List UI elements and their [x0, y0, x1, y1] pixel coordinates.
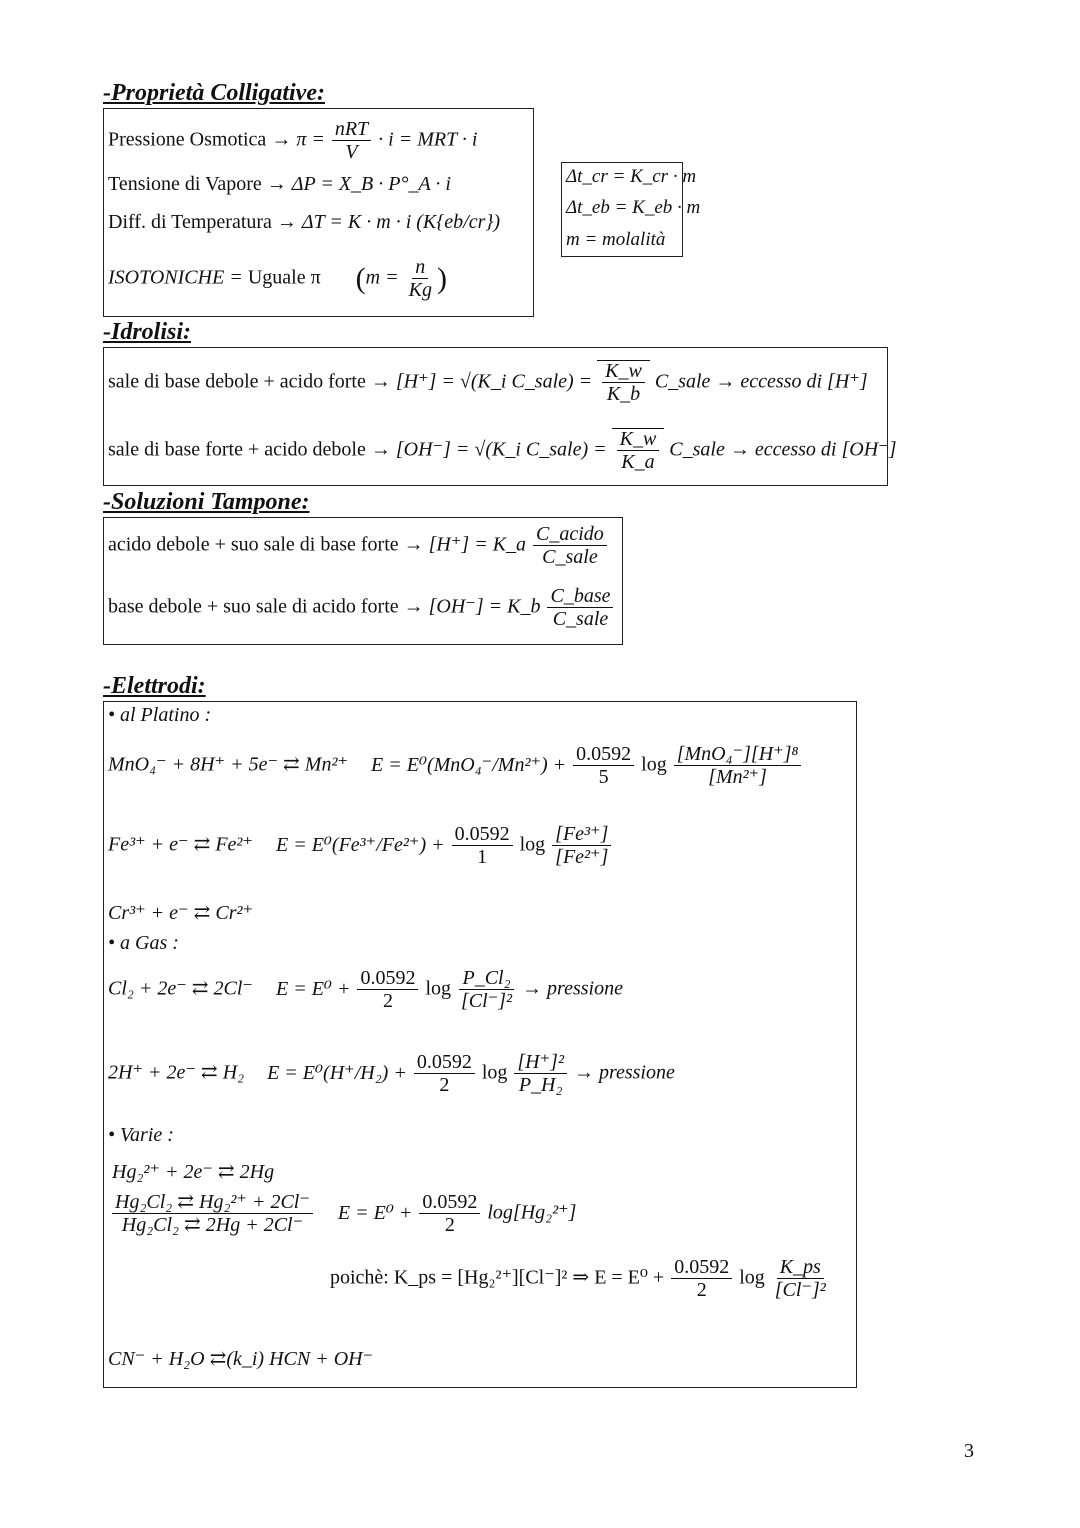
- iron-line: Fe³⁺ + e⁻ ⇄ Fe²⁺ E = E⁰(Fe³⁺/Fe²⁺) + $\frac{0.0592}{1}$ log $\frac{\text{[Fe³⁺]}}{\text{[Fe²⁺]}}$: [108, 824, 613, 868]
- hydrolysis-line-2: sale di base forte + acido debole → [OH⁻] = √(K_i C_sale) = $\frac{K\_w}{K\_a}$ C_sale → eccesso di [OH⁻]: [108, 428, 897, 473]
- mercury-line: Hg₂²⁺ + 2e⁻ ⇄ 2Hg: [112, 1161, 275, 1183]
- chlorine-line: Cl₂ + 2e⁻ ⇄ 2Cl⁻ E = E⁰ + $\frac{0.0592}{2}$ log $\frac{\text{P\_Cl₂}}{\text{[Cl⁻]²}}$ → pressione: [108, 967, 623, 1012]
- temperature-line: Diff. di Temperatura → ΔT = K · m · i (K{eb/cr}): [108, 211, 501, 233]
- subhead-misc: • Varie :: [108, 1124, 174, 1146]
- delta-t-box: [561, 162, 701, 257]
- buffer-box: [103, 517, 623, 645]
- hydrogen-line: 2H⁺ + 2e⁻ ⇄ H₂ E = E⁰(H⁺/H₂) + $\frac{0.0592}{2}$ log $\frac{\text{[H⁺]²}}{\text{P\_H₂}}$ → pressione: [108, 1051, 675, 1096]
- vapor-line: Tensione di Vapore → ΔP = X_B · P°_A · i: [108, 173, 451, 195]
- chromium-line: Cr³⁺ + e⁻ ⇄ Cr²⁺: [108, 902, 254, 924]
- page-number: 3: [964, 1440, 974, 1462]
- permanganate-line: MnO₄⁻ + 8H⁺ + 5e⁻ ⇄ Mn²⁺ E = E⁰(MnO₄⁻/Mn²⁺) + $\frac{0.0592}{5}$ log $\frac{\text{[MnO₄⁻][H⁺]⁸}}{\text{[Mn²⁺]}}$: [108, 744, 803, 788]
- subhead-gas: • a Gas :: [108, 932, 179, 954]
- section-title-electrodes: -Elettrodi:: [103, 673, 206, 699]
- section-title-colligative: -Proprietà Colligative:: [103, 80, 325, 106]
- section-title-buffer: -Soluzioni Tampone:: [103, 489, 310, 515]
- kps-line: poichè: K_ps = [Hg₂²⁺][Cl⁻]² ⇒ E = E⁰ + $\frac{0.0592}{2}$ log $\frac{K\_ps}{\text{[Cl⁻]²}}$: [330, 1256, 826, 1301]
- subhead-platinum: • al Platino :: [108, 704, 212, 726]
- osmotic-line: Pressione Osmotica → π = $\frac{\text{nRT}}{V}$ · i = MRT · i: [108, 118, 478, 163]
- calomel-line: $\frac{\text{Hg₂Cl₂ ⇄ Hg₂²⁺ + 2Cl⁻}}{\text{Hg₂Cl₂ ⇄ 2Hg + 2Cl⁻}}$ E = E⁰ + $\frac{0.0592}{2}$ log[Hg₂²⁺]: [110, 1192, 576, 1236]
- colligative-box: [103, 108, 534, 317]
- buffer-line-2: base debole + suo sale di acido forte → [OH⁻] = K_b $\frac{\text{C\_base}}{\text{C\_sale}}$: [108, 586, 615, 630]
- electrodes-box: [103, 701, 857, 1388]
- buffer-line-1: acido debole + suo sale di base forte → [H⁺] = K_a $\frac{\text{C\_acido}}{\text{C\_sale}}$: [108, 524, 609, 568]
- delta-t-cr: Δt_cr = K_cr · m: [566, 166, 697, 187]
- delta-t-eb: Δt_eb = K_eb · m: [566, 197, 701, 218]
- section-title-hydrolysis: -Idrolisi:: [103, 319, 192, 345]
- cyanide-line: CN⁻ + H₂O ⇄(k_i) HCN + OH⁻: [108, 1348, 374, 1370]
- hydrolysis-box: [103, 347, 897, 486]
- molality-def: m = molalità: [566, 229, 666, 250]
- hydrolysis-line-1: sale di base debole + acido forte → [H⁺] = √(K_i C_sale) = $\frac{K\_w}{K\_b}$ C_sale → eccesso di [H⁺]: [108, 360, 868, 405]
- isotonic-line: ISOTONICHE = Uguale π (m = $\frac{n}{Kg}$ ): [108, 256, 447, 301]
